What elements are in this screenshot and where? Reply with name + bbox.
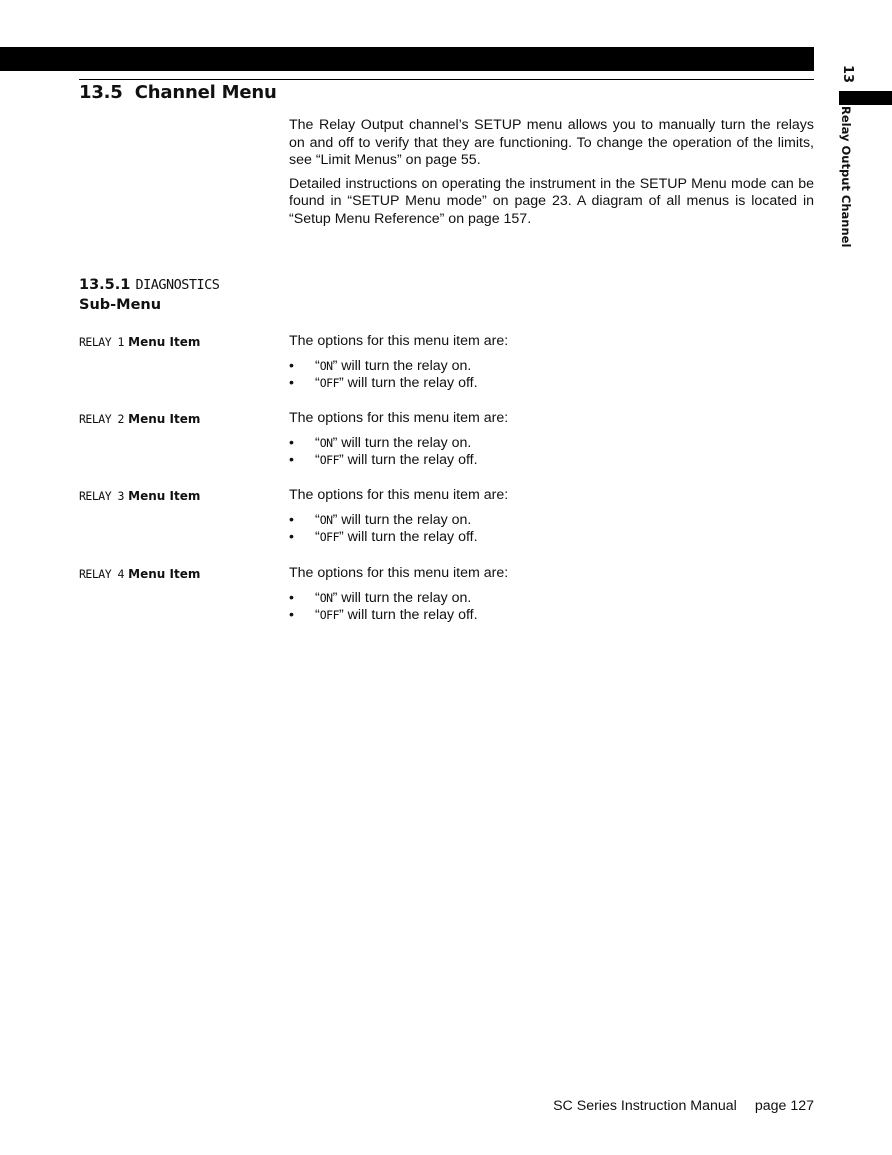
option-item xyxy=(289,375,814,393)
manual-title: SC Series Instruction Manual xyxy=(553,1098,737,1114)
menu-item-lcd-name: RELAY 1 xyxy=(79,335,124,349)
bullet: • xyxy=(289,529,294,545)
menu-item-suffix: Menu Item xyxy=(128,489,201,503)
menu-item-lcd-name: RELAY 4 xyxy=(79,567,124,581)
option-text: ” will turn the relay on. xyxy=(332,511,472,528)
option-lcd-value: ON xyxy=(319,512,333,527)
menu-item-lead: The options for this menu item are: xyxy=(289,410,509,426)
option-text: ” will turn the relay on. xyxy=(332,434,472,451)
bullet: • xyxy=(289,607,294,623)
header-rule xyxy=(79,79,814,80)
quote-mark: “ xyxy=(315,452,320,468)
menu-item-lcd-name: RELAY 3 xyxy=(79,489,124,503)
option-lcd-value: ON xyxy=(319,435,333,450)
option-text: ” will turn the relay off. xyxy=(339,452,478,468)
quote-mark: “ xyxy=(315,589,320,606)
option-text: ” will turn the relay off. xyxy=(339,375,478,391)
menu-item-label xyxy=(79,566,200,582)
option-text: ” will turn the relay on. xyxy=(332,357,472,374)
page-number: page 127 xyxy=(754,1098,814,1114)
bullet: • xyxy=(289,452,294,468)
quote-mark: “ xyxy=(315,357,320,374)
option-lcd-value: OFF xyxy=(319,530,340,544)
header-bar xyxy=(0,47,814,71)
section-number: 13.5 xyxy=(79,82,123,103)
option-item xyxy=(289,435,814,453)
bullet: • xyxy=(289,511,294,528)
chapter-tab xyxy=(839,91,892,105)
intro-paragraph: The Relay Output channel’s SETUP menu allows you to manually turn the relays on and off to verify that they are functioning. To change the operation of the limits, see “Limit Menus” on page 55. xyxy=(289,117,814,168)
option-lcd-value: ON xyxy=(319,590,333,605)
menu-item-suffix: Menu Item xyxy=(128,567,201,581)
option-text: ” will turn the relay on. xyxy=(332,589,472,606)
option-lcd-value: OFF xyxy=(319,376,340,390)
menu-item-lead: The options for this menu item are: xyxy=(289,333,509,349)
bullet: • xyxy=(289,589,294,606)
page-footer xyxy=(500,1098,814,1114)
section-name: Channel Menu xyxy=(134,82,277,103)
option-lcd-value: ON xyxy=(319,358,333,373)
bullet: • xyxy=(289,357,294,374)
option-list xyxy=(289,358,814,393)
intro-text xyxy=(289,117,814,234)
menu-item-label xyxy=(79,488,200,504)
subsection-number: 13.5.1 xyxy=(79,277,131,293)
option-item xyxy=(289,529,814,547)
quote-mark: “ xyxy=(315,375,320,391)
menu-item-suffix: Menu Item xyxy=(128,412,201,426)
option-item xyxy=(289,512,814,530)
option-list xyxy=(289,512,814,547)
option-text: ” will turn the relay off. xyxy=(339,607,478,623)
menu-item-description xyxy=(289,333,814,393)
subsection-lcd-name: DIAGNOSTICS xyxy=(135,277,220,293)
menu-item-description xyxy=(289,487,814,547)
menu-item-description xyxy=(289,410,814,470)
quote-mark: “ xyxy=(315,607,320,623)
option-lcd-value: OFF xyxy=(319,453,340,467)
quote-mark: “ xyxy=(315,434,320,451)
option-item xyxy=(289,452,814,470)
subsection-title xyxy=(79,275,219,315)
option-item xyxy=(289,358,814,376)
menu-item-lcd-name: RELAY 2 xyxy=(79,412,124,426)
option-item xyxy=(289,590,814,608)
option-list xyxy=(289,590,814,625)
chapter-title: Relay Output Channel xyxy=(839,106,853,248)
menu-item-description xyxy=(289,565,814,625)
menu-item-label xyxy=(79,411,200,427)
option-item xyxy=(289,607,814,625)
intro-paragraph: Detailed instructions on operating the instrument in the SETUP Menu mode can be found in “SETUP Menu mode” on page 23. A diagram of all menus is located in “Setup Menu Reference” on page 157. xyxy=(289,175,814,227)
quote-mark: “ xyxy=(315,511,320,528)
menu-item-suffix: Menu Item xyxy=(128,335,201,349)
quote-mark: “ xyxy=(315,529,320,545)
bullet: • xyxy=(289,375,294,391)
option-lcd-value: OFF xyxy=(319,608,340,622)
menu-item-lead: The options for this menu item are: xyxy=(289,565,509,581)
chapter-number: 13 xyxy=(840,64,855,84)
section-title xyxy=(79,82,277,103)
menu-item-lead: The options for this menu item are: xyxy=(289,487,509,503)
option-text: ” will turn the relay off. xyxy=(339,529,478,545)
subsection-suffix: Sub-Menu xyxy=(79,297,162,313)
bullet: • xyxy=(289,434,294,451)
option-list xyxy=(289,435,814,470)
menu-item-label xyxy=(79,334,200,350)
